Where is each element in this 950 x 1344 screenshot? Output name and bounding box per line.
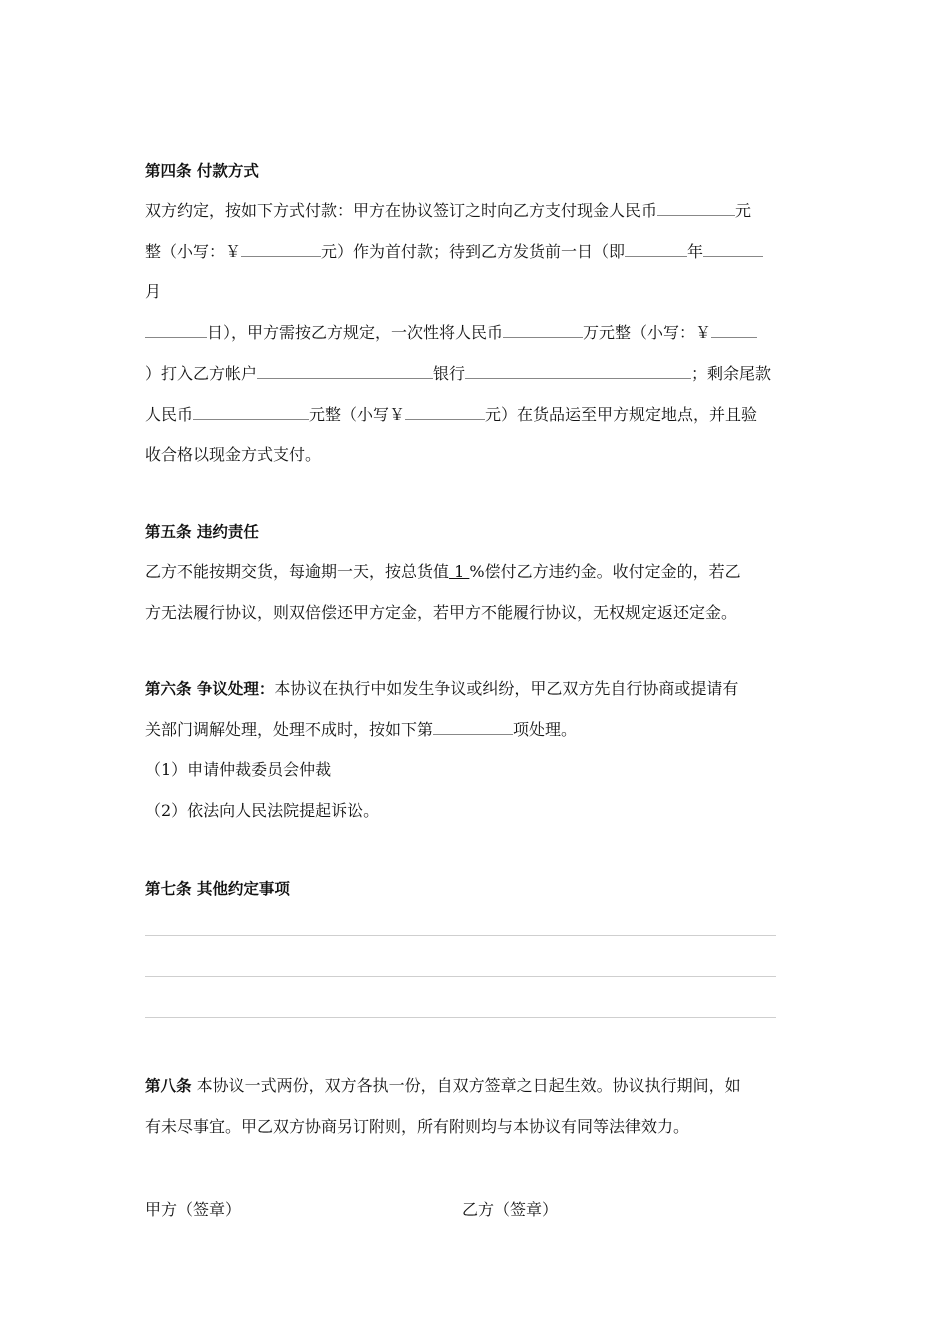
party-b-signature-label: 乙方（签章） (462, 1200, 559, 1219)
article-4-line-2: 整（小写：￥ 元）作为首付款；待到乙方发货前一日（即 年 (145, 240, 763, 263)
penalty-rate: 1 (449, 562, 470, 581)
balance-amount-blank[interactable] (193, 403, 309, 420)
other-terms-line-2[interactable] (145, 976, 776, 977)
article-5-line-2: 方无法履行协议，则双倍偿还甲方定金，若甲方不能履行协议，无权规定返还定金。 (145, 603, 738, 622)
article-5-heading: 第五条 违约责任 (145, 523, 259, 541)
down-payment-blank[interactable] (241, 240, 321, 257)
article-6-heading: 第六条 争议处理： (145, 680, 275, 698)
dispute-option-2: （2）依法向人民法院提起诉讼。 (145, 801, 380, 820)
bank-blank[interactable] (465, 362, 691, 379)
article-5-line-1: 乙方不能按期交货，每逾期一天，按总货值 1 %偿付乙方违约金。收付定金的，若乙 (145, 562, 741, 581)
after-year-blank[interactable] (703, 240, 763, 257)
dispute-option-blank[interactable] (433, 718, 513, 735)
article-4-line-3: 月 (145, 282, 162, 301)
article-6-line-2: 关部门调解处理，处理不成时，按如下第 项处理。 (145, 720, 578, 739)
account-blank[interactable] (257, 362, 433, 379)
balance-digits-blank[interactable] (405, 403, 485, 420)
article-4-line-1: 双方约定，按如下方式付款：甲方在协议签订之时向乙方支付现金人民币 元 (145, 201, 752, 220)
other-terms-line-1[interactable] (145, 935, 776, 936)
article-4-heading: 第四条 付款方式 (145, 162, 259, 180)
cash-amount-blank[interactable] (657, 199, 735, 216)
party-a-signature-label: 甲方（签章） (145, 1200, 242, 1219)
article-4-line-5: ）打入乙方帐户 银行 ；剩余尾款 (145, 364, 772, 383)
dispute-option-1: （1）申请仲裁委员会仲裁 (145, 760, 332, 779)
day-blank[interactable] (145, 321, 207, 338)
article-8-heading: 第八条 (145, 1077, 192, 1095)
year-blank[interactable] (625, 240, 687, 257)
article-4-line-6: 人民币 元整（小写￥ 元）在货品运至甲方规定地点，并且验 (145, 405, 758, 424)
article-7-heading: 第七条 其他约定事项 (145, 880, 290, 898)
article-8-line-1: 第八条 本协议一式两份，双方各执一份，自双方签章之日起生效。协议执行期间，如 (145, 1076, 741, 1095)
article-4-line-4: 日），甲方需按乙方规定，一次性将人民币 万元整（小写：￥ (145, 321, 757, 344)
article-8-line-2: 有未尽事宜。甲乙双方协商另订附则，所有附则均与本协议有同等法律效力。 (145, 1117, 690, 1136)
other-terms-line-3[interactable] (145, 1017, 776, 1018)
lump-sum-digits-blank[interactable] (711, 321, 757, 338)
article-4-line-7: 收合格以现金方式支付。 (145, 445, 322, 464)
article-6-line-1: 第六条 争议处理：本协议在执行中如发生争议或纠纷，甲乙双方先自行协商或提请有 (145, 679, 739, 698)
lump-sum-blank[interactable] (503, 321, 583, 338)
